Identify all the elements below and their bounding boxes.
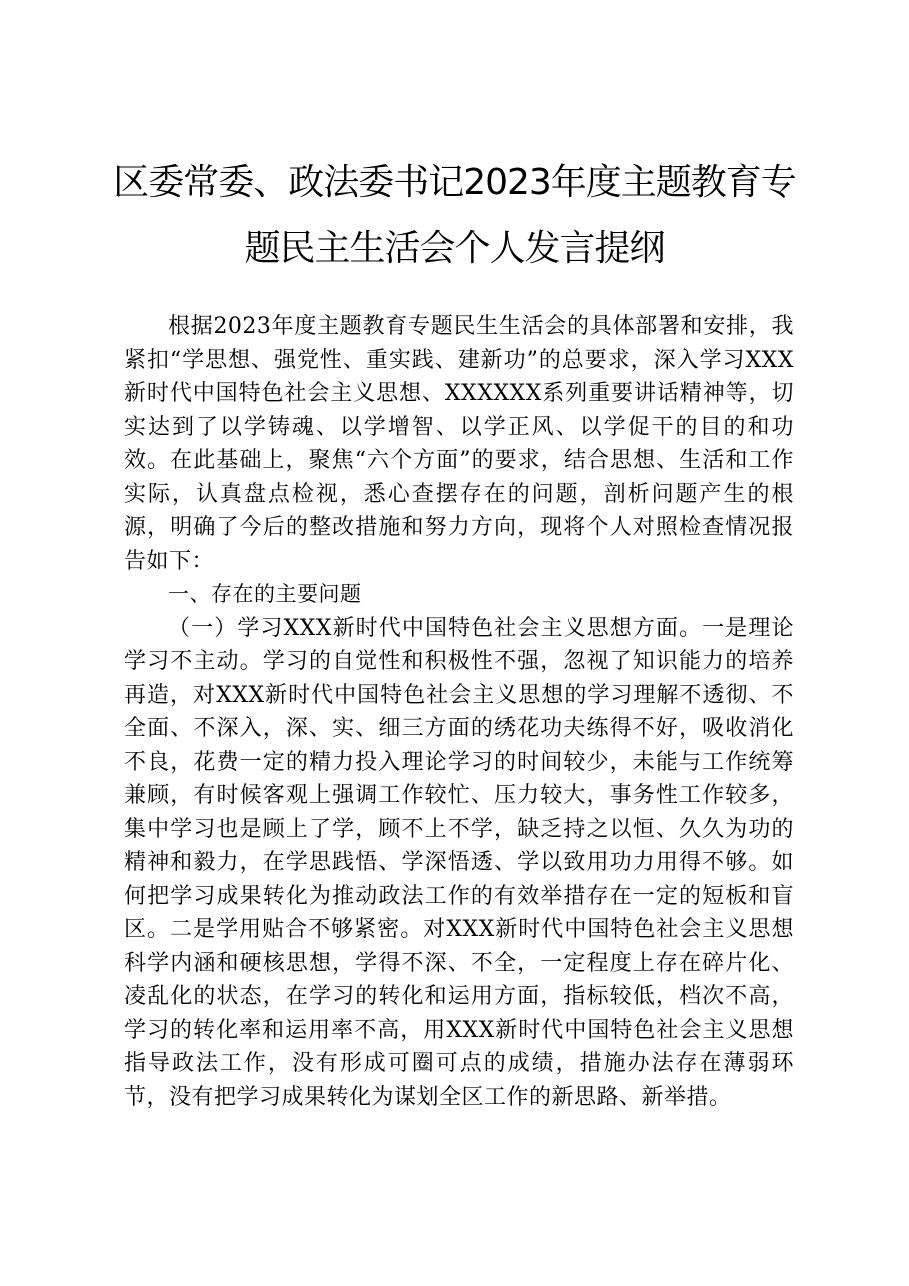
document-body (124, 310, 794, 1114)
intro-paragraph: 根据2023年度主题教育专题民生生活会的具体部署和安排，我紧扣“学思想、强党性、重实践、建新功”的总要求，深入学习XXX新时代中国特色社会主义思想、XXXXXX系列重要讲话精神等，切实达到了以学铸魂、以学增智、以学正风、以学促干的目的和功效。在此基础上，聚焦“六个方面”的要求，结合思想、生活和工作实际，认真盘点检视，悉心查摆存在的问题，剖析问题产生的根源，明确了今后的整改措施和努力方向，现将个人对照检查情况报告如下： (124, 314, 794, 574)
section-paragraph: （一）学习XXX新时代中国特色社会主义思想方面。一是理论学习不主动。学习的自觉性和积极性不强，忽视了知识能力的培养再造，对XXX新时代中国特色社会主义思想的学习理解不透彻、不全面、不深入，深、实、细三方面的绣花功夫练得不好，吸收消化不良，花费一定的精力投入理论学习的时间较少，未能与工作统筹兼顾，有时候客观上强调工作较忙、压力较大，事务性工作较多，集中学习也是顾上了学，顾不上不学，缺乏持之以恒、久久为功的精神和毅力，在学思践悟、学深悟透、学以致用功力用得不够。如何把学习成果转化为推动政法工作的有效举措存在一定的短板和盲区。二是学用贴合不够紧密。对XXX新时代中国特色社会主义思想科学内涵和硬核思想，学得不深、不全，一定程度上存在碎片化、凌乱化的状态，在学习的转化和运用方面，指标较低，档次不高，学习的转化率和运用率不高，用XXX新时代中国特色社会主义思想指导政法工作，没有形成可圈可点的成绩，措施办法存在薄弱环节，没有把学习成果转化为谋划全区工作的新思路、新举措。 (124, 615, 794, 1110)
document-title-line-2: 题民主生活会个人发言提纲 (244, 228, 665, 269)
section-heading: 一、存在的主要问题 (168, 582, 362, 606)
document-title-line-1: 区委常委、政法委书记2023年度主题教育专 (113, 162, 796, 203)
